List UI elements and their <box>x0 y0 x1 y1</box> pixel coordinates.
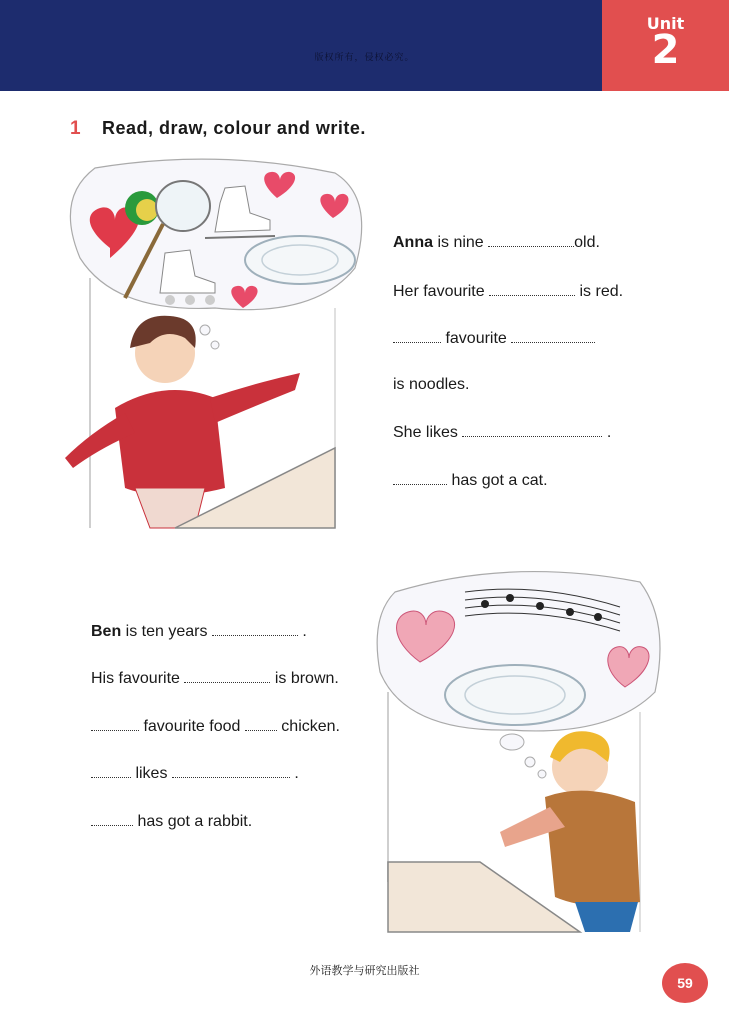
ben-likes-pronoun-blank[interactable] <box>91 765 131 778</box>
anna-food-blank[interactable] <box>511 330 595 343</box>
anna-line-2: Her favourite is red. <box>393 283 624 300</box>
anna-likes-blank[interactable] <box>462 424 602 437</box>
ben-age-blank[interactable] <box>212 623 298 636</box>
anna-line-1: Anna is nine old. <box>393 234 600 251</box>
page-number: 59 <box>662 963 708 1003</box>
anna-pet-pronoun-blank[interactable] <box>393 472 447 485</box>
anna-line-6: has got a cat. <box>393 472 548 490</box>
ben-verb-blank[interactable] <box>245 718 277 731</box>
ben-line-1: Ben is ten years . <box>91 623 307 640</box>
anna-name: Anna <box>393 234 433 251</box>
ben-pronoun-blank[interactable] <box>91 718 139 731</box>
ben-name: Ben <box>91 623 122 640</box>
ben-line-4: likes . <box>91 765 299 783</box>
anna-pronoun-blank[interactable] <box>393 330 441 343</box>
ben-likes-blank[interactable] <box>172 765 290 778</box>
plate-icon <box>245 236 355 284</box>
anna-line-4: is noodles. <box>393 376 470 393</box>
anna-age-blank[interactable] <box>488 234 574 247</box>
anna-colour-blank[interactable] <box>489 283 575 296</box>
ben-colour-blank[interactable] <box>184 670 270 683</box>
unit-number: 2 <box>651 27 680 73</box>
header-bar <box>0 0 602 91</box>
publisher-footer: 外语教学与研究出版社 <box>309 965 420 977</box>
tennis-ball-icon <box>125 191 159 225</box>
anna-line-5: She likes . <box>393 424 612 441</box>
ben-line-5: has got a rabbit. <box>91 813 252 831</box>
copyright-notice: 版权所有，侵权必究。 <box>314 52 415 62</box>
ben-line-3: favourite food chicken. <box>91 718 340 736</box>
anna-illustration <box>55 158 375 538</box>
unit-label: Unit <box>646 14 685 33</box>
exercise-number: 1 <box>70 118 81 139</box>
exercise-title: Read, draw, colour and write. <box>102 118 366 138</box>
ben-line-2: His favourite is brown. <box>91 670 339 687</box>
unit-tab <box>602 0 729 91</box>
anna-line-3: favourite <box>393 330 595 348</box>
ben-illustration <box>370 562 670 942</box>
ben-pet-pronoun-blank[interactable] <box>91 813 133 826</box>
plate-icon <box>445 665 585 725</box>
